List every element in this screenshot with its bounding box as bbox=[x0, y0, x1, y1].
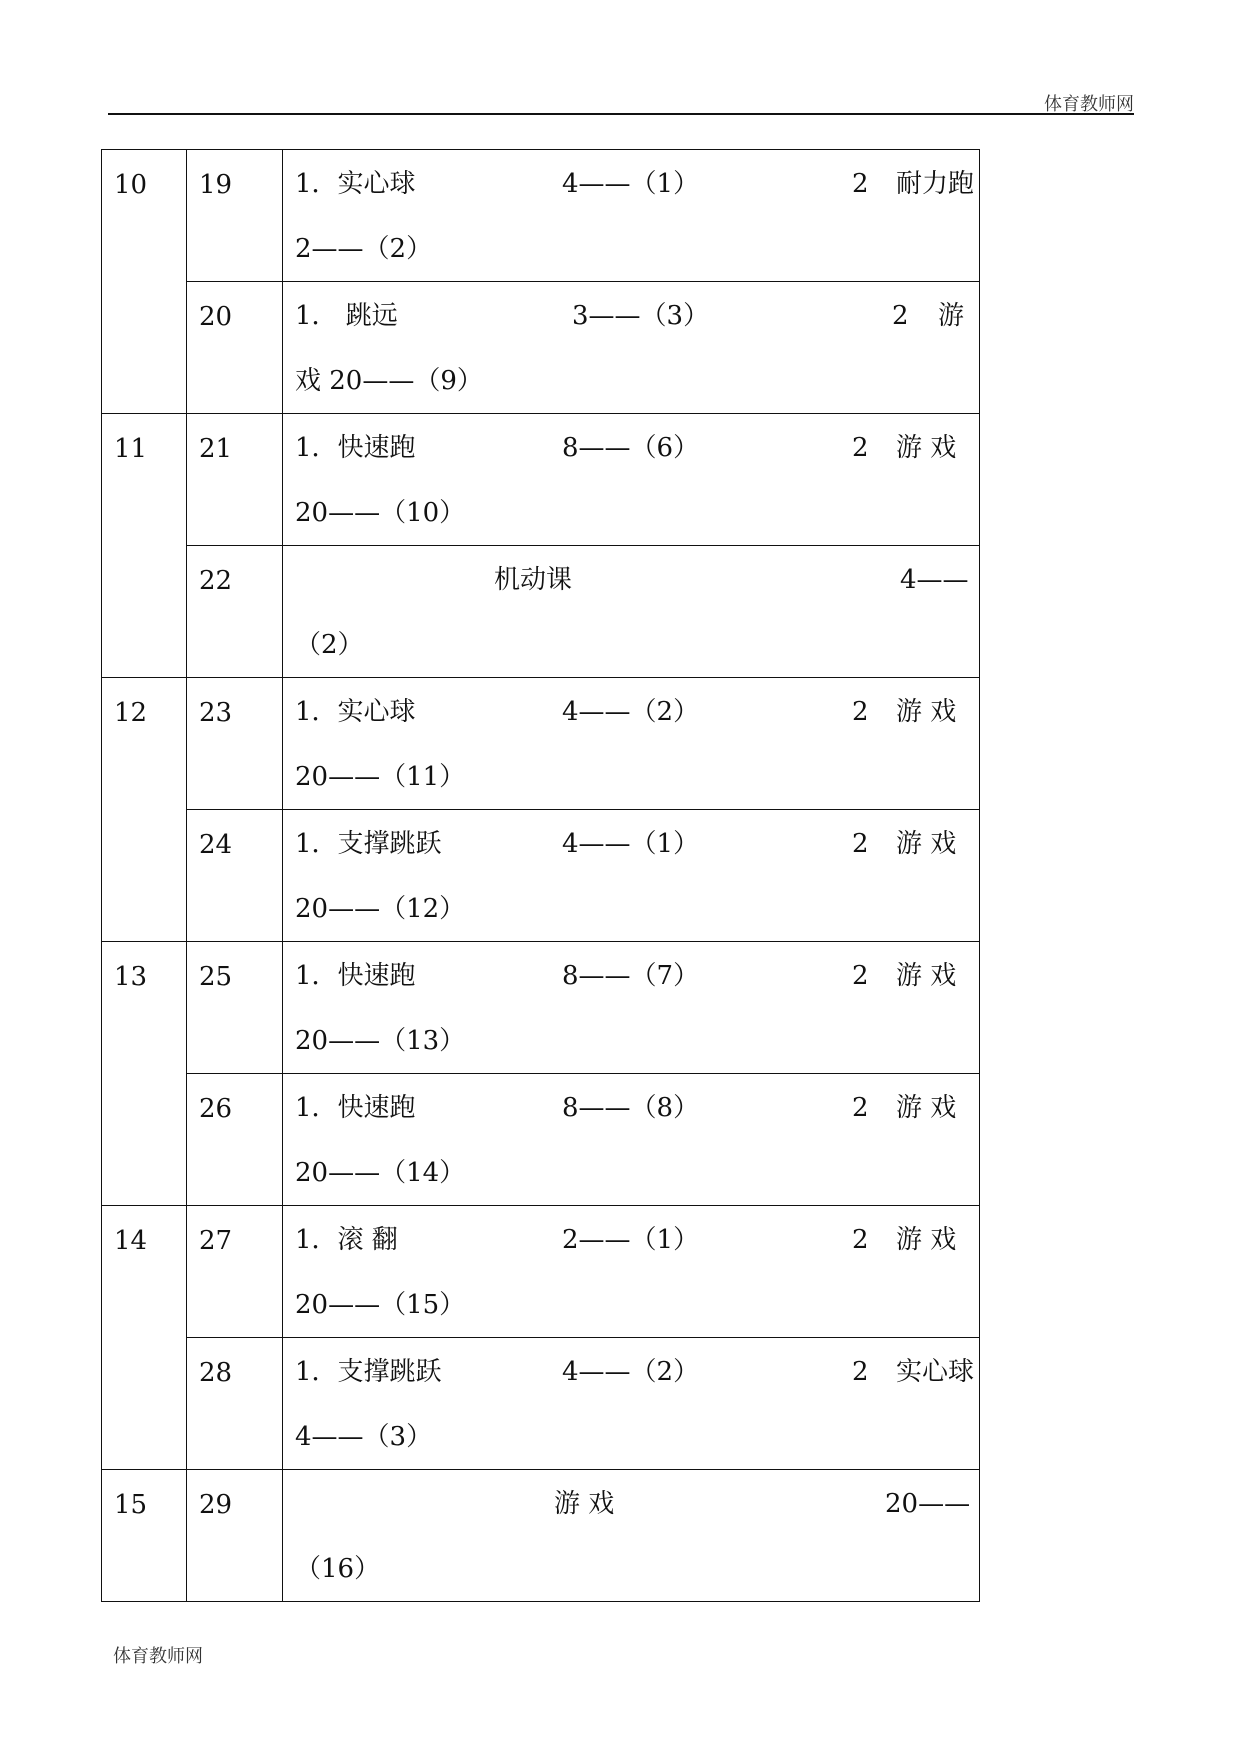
second-item-text: 游 戏 bbox=[896, 829, 957, 859]
week-cell: 11 bbox=[102, 414, 187, 678]
second-line-text: 2——（2） bbox=[295, 234, 433, 264]
header-rule bbox=[108, 113, 1134, 115]
item-text: 1．支撑跳跃 bbox=[295, 1357, 442, 1387]
week-cell: 15 bbox=[102, 1470, 187, 1602]
item-two-number: 2 bbox=[892, 301, 909, 331]
item-text: 1．快速跑 bbox=[295, 1093, 416, 1123]
second-line-text: 20——（12） bbox=[295, 894, 466, 924]
second-item-text: 游 bbox=[938, 301, 965, 331]
second-line-text: 20——（10） bbox=[295, 498, 466, 528]
second-line-text: （2） bbox=[295, 630, 364, 660]
count-text: 3——（3） bbox=[572, 301, 710, 331]
table-row bbox=[102, 546, 980, 678]
item-text: 1．快速跑 bbox=[295, 433, 416, 463]
lesson-cell: 22 bbox=[187, 546, 283, 678]
item-two-number: 2 bbox=[852, 1225, 869, 1255]
header-site-name: 体育教师网 bbox=[1044, 94, 1134, 115]
second-item-text: 游 戏 bbox=[896, 697, 957, 727]
item-two-number: 2 bbox=[852, 829, 869, 859]
item-text: 1．支撑跳跃 bbox=[295, 829, 442, 859]
count-text: 4——（2） bbox=[562, 1357, 700, 1387]
table-row bbox=[102, 282, 980, 414]
second-line-text: （16） bbox=[295, 1554, 381, 1584]
lesson-cell: 29 bbox=[187, 1470, 283, 1602]
week-cell: 12 bbox=[102, 678, 187, 942]
lesson-cell: 23 bbox=[187, 678, 283, 810]
count-text: 8——（7） bbox=[562, 961, 700, 991]
lesson-cell: 21 bbox=[187, 414, 283, 546]
count-text: 20—— bbox=[885, 1489, 971, 1519]
count-text: 4——（2） bbox=[562, 697, 700, 727]
table-row bbox=[102, 414, 980, 546]
item-text: 1．快速跑 bbox=[295, 961, 416, 991]
content-cell bbox=[283, 282, 980, 414]
content-cell bbox=[283, 1074, 980, 1206]
table-row bbox=[102, 150, 980, 282]
center-item-text: 机动课 bbox=[494, 565, 573, 595]
item-text: 1． 跳远 bbox=[295, 301, 398, 331]
footer-site-name: 体育教师网 bbox=[113, 1646, 203, 1667]
content-cell bbox=[283, 1206, 980, 1338]
week-cell: 10 bbox=[102, 150, 187, 414]
content-cell bbox=[283, 810, 980, 942]
second-item-text: 游 戏 bbox=[896, 961, 957, 991]
count-text: 8——（8） bbox=[562, 1093, 700, 1123]
content-cell bbox=[283, 546, 980, 678]
content-cell bbox=[283, 678, 980, 810]
center-item-text: 游 戏 bbox=[554, 1489, 615, 1519]
table-row bbox=[102, 810, 980, 942]
count-text: 4——（1） bbox=[562, 169, 700, 199]
content-cell bbox=[283, 150, 980, 282]
item-two-number: 2 bbox=[852, 697, 869, 727]
item-two-number: 2 bbox=[852, 1093, 869, 1123]
second-line-text: 20——（15） bbox=[295, 1290, 466, 1320]
content-cell bbox=[283, 942, 980, 1074]
week-cell: 14 bbox=[102, 1206, 187, 1470]
item-two-number: 2 bbox=[852, 433, 869, 463]
second-line-text: 20——（11） bbox=[295, 762, 466, 792]
second-line-text: 20——（13） bbox=[295, 1026, 466, 1056]
table-row bbox=[102, 1470, 980, 1602]
count-text: 8——（6） bbox=[562, 433, 700, 463]
table-row bbox=[102, 1074, 980, 1206]
content-cell bbox=[283, 414, 980, 546]
item-two-number: 2 bbox=[852, 169, 869, 199]
content-cell bbox=[283, 1338, 980, 1470]
count-text: 2——（1） bbox=[562, 1225, 700, 1255]
second-line-text: 20——（14） bbox=[295, 1158, 466, 1188]
second-item-text: 游 戏 bbox=[896, 1225, 957, 1255]
second-line-text: 戏 20——（9） bbox=[295, 366, 483, 396]
lesson-cell: 20 bbox=[187, 282, 283, 414]
table-row bbox=[102, 942, 980, 1074]
lesson-cell: 19 bbox=[187, 150, 283, 282]
second-item-text: 游 戏 bbox=[896, 433, 957, 463]
second-line-text: 4——（3） bbox=[295, 1422, 433, 1452]
week-cell: 13 bbox=[102, 942, 187, 1206]
count-text: 4——（1） bbox=[562, 829, 700, 859]
item-text: 1．实心球 bbox=[295, 697, 416, 727]
lesson-cell: 28 bbox=[187, 1338, 283, 1470]
second-item-text: 耐力跑 bbox=[896, 169, 975, 199]
schedule-table bbox=[101, 149, 980, 1602]
lesson-cell: 24 bbox=[187, 810, 283, 942]
item-two-number: 2 bbox=[852, 961, 869, 991]
lesson-cell: 26 bbox=[187, 1074, 283, 1206]
lesson-cell: 25 bbox=[187, 942, 283, 1074]
table-row bbox=[102, 1206, 980, 1338]
count-text: 4—— bbox=[900, 565, 969, 595]
item-text: 1．滚 翻 bbox=[295, 1225, 398, 1255]
second-item-text: 游 戏 bbox=[896, 1093, 957, 1123]
content-cell bbox=[283, 1470, 980, 1602]
table-row bbox=[102, 1338, 980, 1470]
second-item-text: 实心球 bbox=[896, 1357, 975, 1387]
item-text: 1．实心球 bbox=[295, 169, 416, 199]
table-row bbox=[102, 678, 980, 810]
lesson-cell: 27 bbox=[187, 1206, 283, 1338]
item-two-number: 2 bbox=[852, 1357, 869, 1387]
